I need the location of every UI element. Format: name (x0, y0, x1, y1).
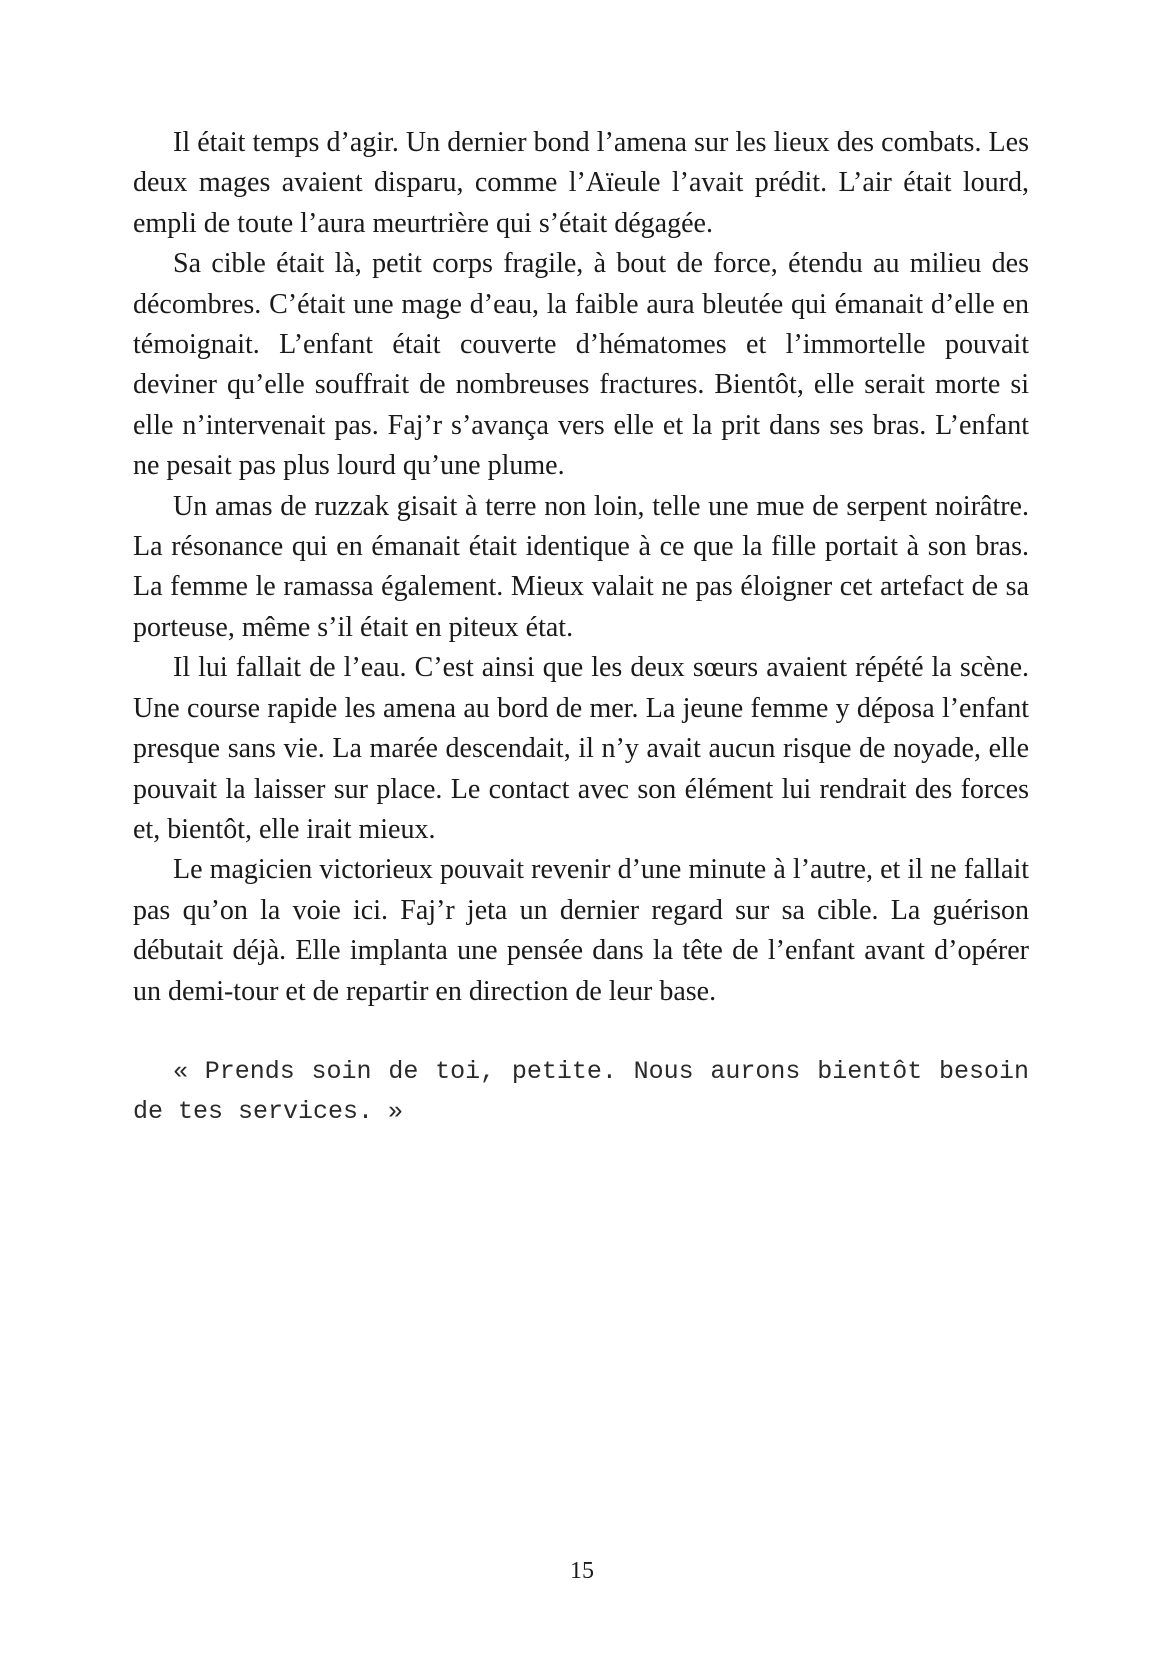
paragraph-4: Il lui fallait de l’eau. C’est ainsi que les deux sœurs avaient répété la scène. Une course rapide les amena au bord de mer. La jeune femme y déposa l’enfant presque sans vie. La marée descendait, il n’y avait aucun risque de noyade, elle pouvait la laisser sur place. Le contact avec son élément lui rendrait des forces et, bientôt, elle irait mieux. (133, 652, 1029, 845)
paragraph-3: Un amas de ruzzak gisait à terre non loin, telle une mue de serpent noirâtre. La résonance qui en émanait était identique à ce que la fille portait à son bras. La femme le ramassa également. Mieux valait ne pas éloigner cet artefact de sa porteuse, même s’il était en piteux état. (133, 490, 1029, 643)
paragraph-1: Il était temps d’agir. Un dernier bond l’amena sur les lieux des combats. Les deux mages avaient disparu, comme l’Aïeule l’avait prédit. L’air était lourd, empli de toute l’aura meurtrière qui s’était dégagée. (133, 127, 1029, 239)
body-text (133, 123, 1029, 1012)
telepathic-quote: « Prends soin de toi, petite. Nous aurons bientôt besoin de tes services. » (133, 1057, 1029, 1126)
page-number: 15 (570, 1558, 594, 1584)
paragraph-2: Sa cible était là, petit corps fragile, à bout de force, étendu au milieu des décombres. C’était une mage d’eau, la faible aura bleutée qui émanait d’elle en témoignait. L’enfant était couverte d’hématomes et l’immortelle pouvait deviner qu’elle souffrait de nombreuses fractures. Bientôt, elle serait morte si elle n’intervenait pas. Faj’r s’avança vers elle et la prit dans ses bras. L’enfant ne pesait pas plus lourd qu’une plume. (133, 248, 1029, 482)
paragraph-5: Le magicien victorieux pouvait revenir d’une minute à l’autre, et il ne fallait pas qu’on la voie ici. Faj’r jeta un dernier regard sur sa cible. La guérison débutait déjà. Elle implanta une pensée dans la tête de l’enfant avant d’opérer un demi-tour et de repartir en direction de leur base. (133, 854, 1029, 1007)
